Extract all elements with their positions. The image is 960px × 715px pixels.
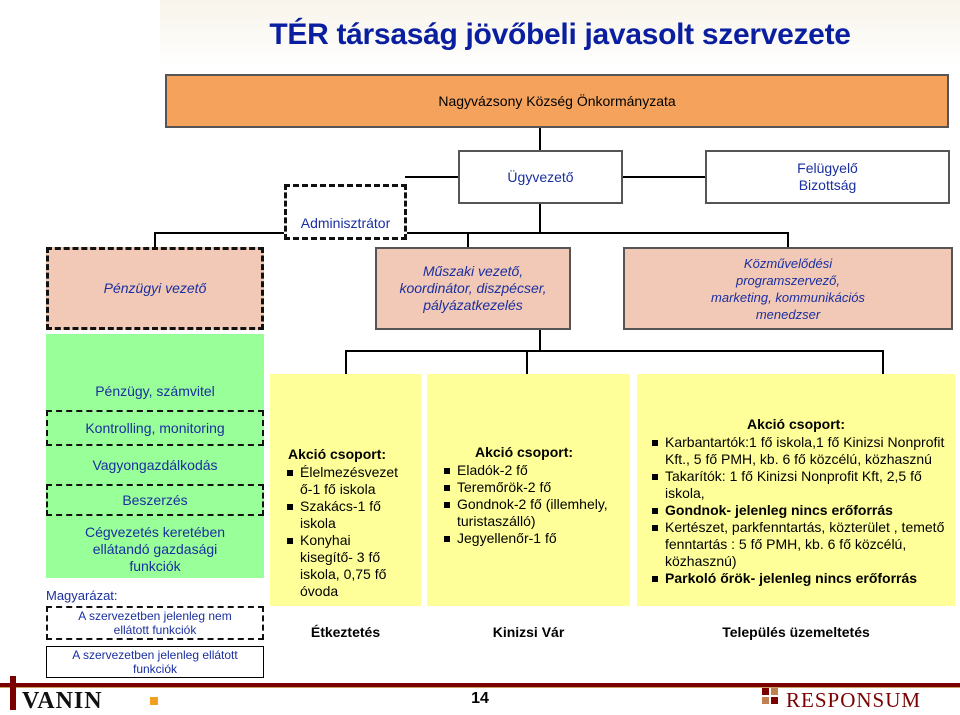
legend-performed-line-1: A szervezetben jelenleg ellátott (72, 648, 238, 662)
business-line-1: Cégvezetés keretében (84, 523, 226, 540)
catering-item: Élelmezésvezet ő-1 fő iskola (286, 464, 402, 498)
settlement-list (651, 434, 951, 587)
supervisory-board-box (705, 150, 950, 204)
settlement-label: Település üzemeltetés (722, 624, 870, 640)
vanin-logo-dot (150, 697, 158, 705)
finance-lead-box (46, 247, 264, 330)
castle-item: Jegyellenőr-1 fő (443, 530, 623, 547)
technical-lead-box (375, 247, 571, 330)
connector (154, 232, 156, 248)
page-number: 14 (471, 690, 489, 707)
culture-lead-box (623, 247, 953, 330)
castle-item: Eladók-2 fő (443, 462, 623, 479)
settlement-item: Gondnok- jelenleg nincs erőforrás (651, 502, 951, 519)
castle-item: Gondnok-2 fő (illemhely, turistaszálló) (443, 496, 623, 530)
culture-line-3: marketing, kommunikációs (711, 289, 865, 305)
connector (467, 232, 469, 248)
controlling-item (46, 410, 264, 446)
business-line-3: funkciók (129, 557, 181, 574)
procurement-item (46, 484, 264, 516)
catering-list (286, 464, 402, 600)
connector (539, 330, 541, 352)
legend-performed-line-2: funkciók (132, 662, 178, 676)
connector (405, 176, 459, 178)
catering-heading: Akció csoport: (288, 446, 387, 462)
supervisory-line-2: Bizottság (798, 177, 857, 193)
technical-line-1: Műszaki vezető, (422, 263, 524, 279)
accounting-label: Pénzügy, számvitel (95, 382, 215, 399)
municipality-label: Nagyvázsony Község Önkormányzata (438, 92, 676, 109)
culture-line-1: Közművelődési (743, 255, 833, 271)
catering-item: Szakács-1 fő iskola (286, 498, 402, 532)
technical-line-3: pályázatkezelés (423, 297, 523, 313)
controlling-label: Kontrolling, monitoring (85, 419, 225, 436)
ceo-box (458, 150, 623, 204)
culture-line-4: menedzser (755, 306, 821, 322)
technical-line-2: koordinátor, diszpécser, (399, 280, 547, 296)
connector (787, 232, 789, 248)
asset-management-item (46, 452, 264, 478)
municipality-box (165, 74, 949, 128)
castle-list (443, 462, 623, 547)
legend-not-performed-line-1: A szervezetben jelenleg nem (78, 609, 232, 623)
connector (539, 204, 541, 234)
connector (622, 176, 706, 178)
connector (345, 350, 883, 352)
asset-management-label: Vagyongazdálkodás (92, 456, 218, 473)
connector (345, 350, 347, 374)
procurement-label: Beszerzés (122, 491, 188, 508)
ceo-label: Ügyvezető (507, 168, 574, 185)
legend-performed-box (46, 646, 264, 678)
catering-item: Konyhai kisegítő- 3 fő iskola, 0,75 fő óvoda (286, 532, 402, 600)
connector (882, 350, 884, 374)
logo-mark-bar (10, 676, 16, 710)
castle-label: Kinizsi Vár (492, 624, 565, 640)
castle-heading: Akció csoport: (475, 444, 574, 460)
settlement-item: Karbantartók:1 fő iskola,1 fő Kinizsi Nonprofit Kft., 5 fő PMH, kb. 6 fő közcélú, közhasznú (651, 434, 951, 468)
vanin-logo: VANIN (22, 688, 103, 714)
settlement-item: Takarítók: 1 fő Kinizsi Nonprofit Kft, 2,5 fő iskola, (651, 468, 951, 502)
settlement-item: Parkoló őrök- jelenleg nincs erőforrás (651, 570, 951, 587)
responsum-logo: RESPONSUM (786, 688, 922, 712)
responsum-logo-icon (762, 688, 784, 708)
settlement-heading: Akció csoport: (746, 416, 845, 432)
connector (154, 232, 789, 234)
legend-not-performed-line-2: ellátott funkciók (113, 623, 197, 637)
legend-not-performed-box (46, 606, 264, 640)
business-management-item (46, 520, 264, 578)
settlement-panel (637, 374, 955, 606)
administrator-box (284, 184, 407, 240)
castle-item: Teremőrök-2 fő (443, 479, 623, 496)
supervisory-line-1: Felügyelő (797, 160, 858, 176)
connector (539, 128, 541, 150)
finance-lead-label: Pénzügyi vezető (103, 280, 207, 296)
page-title: TÉR társaság jövőbeli javasolt szervezete (269, 18, 851, 51)
administrator-label: Adminisztrátor (300, 214, 391, 231)
connector (526, 350, 528, 374)
business-line-2: ellátandó gazdasági (92, 540, 218, 557)
legend-heading: Magyarázat: (46, 588, 118, 603)
accounting-item (46, 378, 264, 404)
castle-panel (427, 374, 630, 606)
catering-panel (270, 374, 421, 606)
culture-line-2: programszervező, (735, 272, 841, 288)
catering-label: Étkeztetés (310, 624, 381, 640)
settlement-item: Kertészet, parkfenntartás, közterület , temető fenntartás : 5 fő PMH, kb. 6 fő közcélú, közhasznú) (651, 519, 951, 570)
